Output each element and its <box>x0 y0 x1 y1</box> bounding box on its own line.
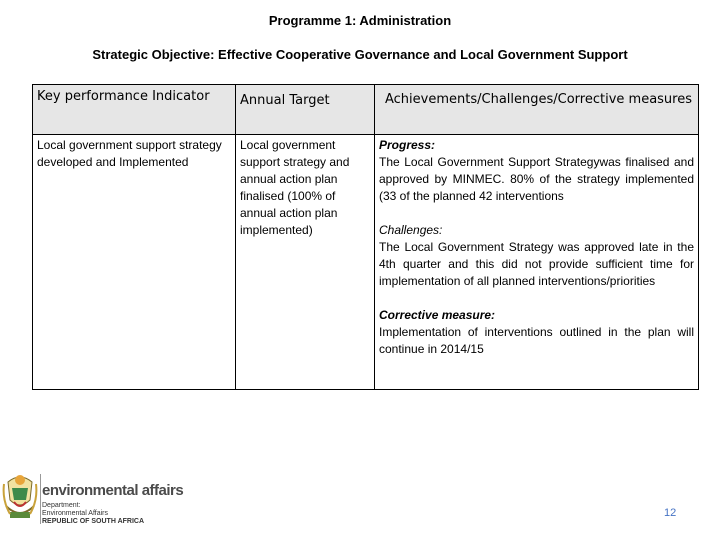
progress-label: Progress: <box>379 138 436 152</box>
corrective-block <box>379 307 694 358</box>
column-header-target: Annual Target <box>236 85 375 135</box>
strategic-objective: Strategic Objective: Effective Cooperative Governance and Local Government Support <box>92 47 628 62</box>
indicator-cell: Local government support strategy developed and Implemented <box>33 135 236 390</box>
challenges-label: Challenges: <box>379 223 443 237</box>
progress-block <box>379 137 694 205</box>
achievements-cell <box>375 135 699 390</box>
corrective-text: Implementation of interventions outlined in the plan will continue in 2014/15 <box>379 325 694 356</box>
kpi-table <box>32 84 699 390</box>
page-number: 12 <box>664 507 677 519</box>
target-cell: Local government support strategy and annual action plan finalised (100% of annual action plan implemented) <box>236 135 375 390</box>
column-header-achievements: Achievements/Challenges/Corrective measures <box>375 85 699 135</box>
corrective-label: Corrective measure: <box>379 308 496 322</box>
challenges-block <box>379 222 694 290</box>
column-header-indicator: Key performance Indicator <box>33 85 236 135</box>
table-header-row <box>33 85 699 135</box>
logo-wordmark: environmental affairs <box>42 482 184 499</box>
logo-name-line: Environmental Affairs <box>42 510 109 517</box>
page-title: Programme 1: Administration <box>268 13 452 28</box>
logo-department-line: Department: <box>42 502 81 509</box>
challenges-text: The Local Government Strategy was approved late in the 4th quarter and this did not provide sufficient time for implementation of all planned interventions/priorities <box>379 240 694 288</box>
table-row <box>33 135 699 390</box>
logo-country-line: REPUBLIC OF SOUTH AFRICA <box>42 518 145 525</box>
progress-text: The Local Government Support Strategywas finalised and approved by MINMEC. 80% of the strategy implemented (33 of the planned 42 interventions <box>379 155 694 203</box>
